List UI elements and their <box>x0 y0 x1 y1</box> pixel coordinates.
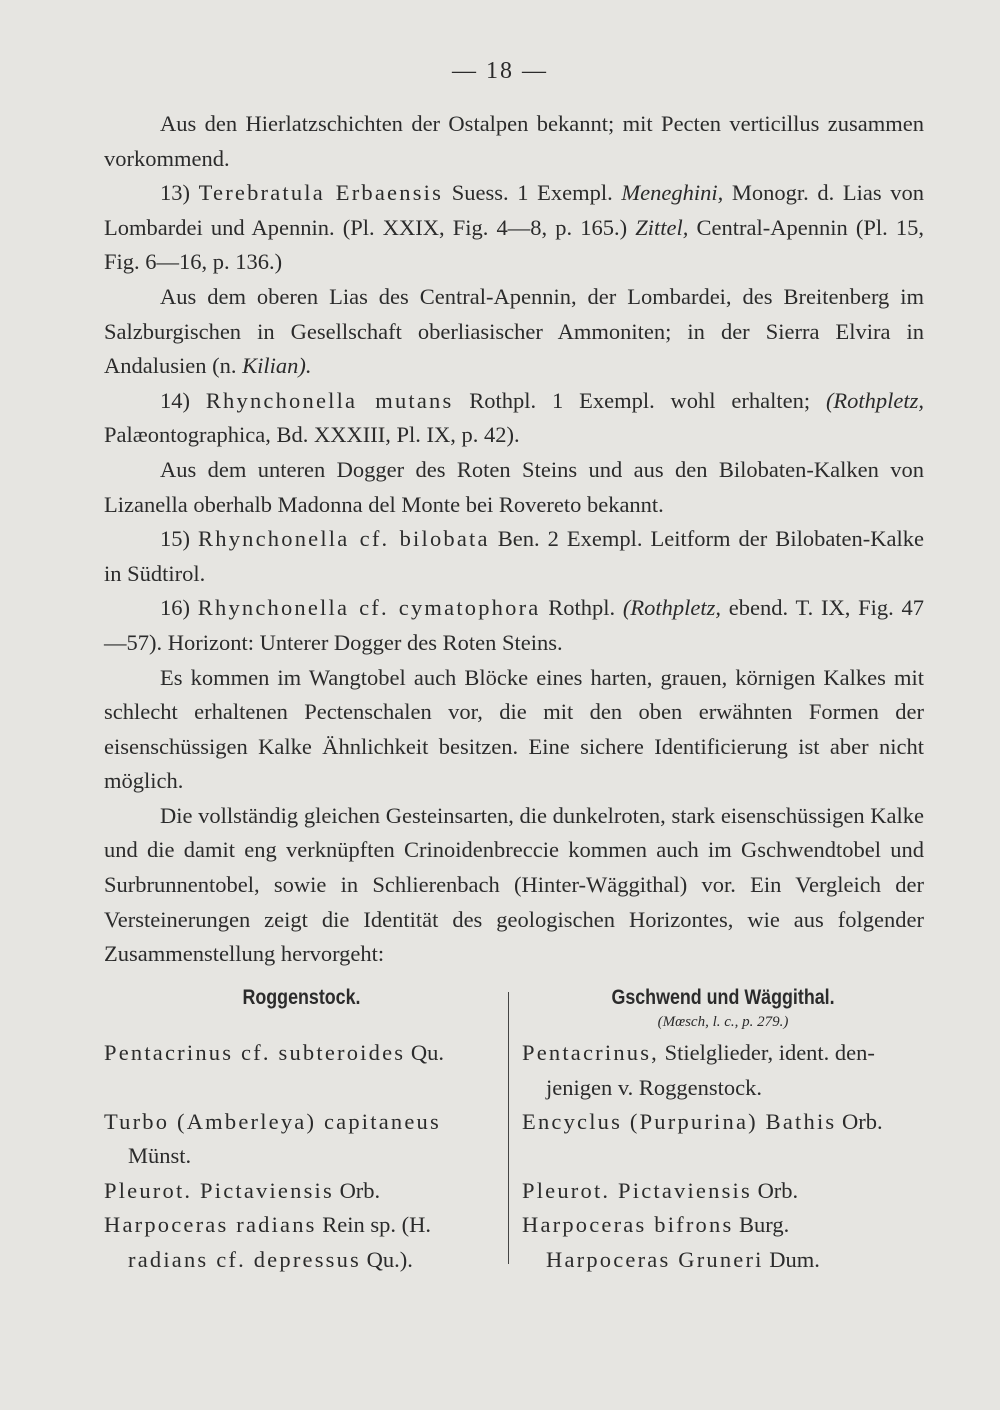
column-divider <box>508 992 509 1264</box>
species-name: Terebratula Erbaensis <box>198 180 444 206</box>
body-text <box>104 107 924 972</box>
column-gschwend <box>522 984 924 1278</box>
table-entry <box>104 1208 499 1277</box>
species-name: Pleurot. Pictaviensis <box>522 1177 752 1203</box>
author-citation: (Rothpletz, <box>825 387 925 413</box>
species-name: Pleurot. Pictaviensis <box>104 1177 334 1203</box>
author: Münst. <box>128 1143 192 1169</box>
author: Dum. <box>769 1246 820 1272</box>
paragraph-comparison: Die vollständig gleichen Gesteinsarten, die dunkelroten, stark eisenschüssigen Kalke und die damit eng verknüpften Crinoidenbreccie kommen auch im Gschwendtobel und Surbrunnentobel, sowie in Schlierenbach (Hinter-Wäggithal) vor. Ein Vergleich der Versteinerungen zeigt die Identität des geologischen Horizontes, wie aus folgender Zusammenstellung hervorgeht: <box>104 802 924 967</box>
item-number: 16) <box>160 595 190 621</box>
table-entry <box>522 1036 924 1105</box>
author-citation: Kilian). <box>242 353 312 379</box>
paragraph-1 <box>104 107 924 176</box>
column-subheader-spacer <box>104 1014 499 1036</box>
text-run: ebend. T. IX, Fig. 47—57). Horizont: Unterer Dogger des Roten Steins. <box>104 595 925 655</box>
author: Orb. <box>339 1177 381 1203</box>
text-run: Palæontographica, Bd. XXXIII, Pl. IX, p. 42). <box>104 422 520 448</box>
column-subheader: (Mœsch, l. c., p. 279.) <box>657 1014 789 1030</box>
paragraph-dogger: Aus dem unteren Dogger des Roten Steins und aus den Bilobaten-Kalken von Lizanella oberhalb Madonna del Monte bei Rovereto bekannt. <box>104 456 924 517</box>
text-run: Aus dem oberen Lias des Central-Apennin, der Lombardei, des Breitenberg im Salzburgischen in Gesellschaft oberliasischer Ammoniten; in der Sierra Elvira in Andalusien (n. <box>104 283 924 379</box>
author: Qu. <box>410 1040 444 1065</box>
author-citation: Zittel, <box>635 214 689 240</box>
comparison-table <box>104 984 924 1274</box>
text-run: Monogr. d. Lias von Lombardei und Apennin. (Pl. XXIX, Fig. 4—8, p. 165.) <box>104 180 925 240</box>
author-citation: Meneghini, <box>621 180 724 206</box>
species-name: radians cf. depressus <box>128 1246 362 1272</box>
description: Stielglieder, ident. den- <box>664 1040 875 1065</box>
species-name: Rhynchonella cf. cymatophora <box>197 595 541 621</box>
item-number: 13) <box>160 180 190 206</box>
author: Orb. <box>757 1177 799 1203</box>
table-entry <box>522 1208 924 1277</box>
table-entry <box>104 1174 499 1209</box>
table-entry <box>522 1105 924 1140</box>
author-citation: (Rothpletz, <box>622 595 722 621</box>
table-entry <box>104 1036 499 1071</box>
species-name: Encyclus (Purpurina) Bathis <box>522 1109 837 1135</box>
paragraph-lias <box>104 280 924 384</box>
author: Qu.). <box>366 1246 413 1272</box>
p1-line1: Aus den Hierlatzschichten der Ostalpen bekannt; mit Pecten verticillus <box>160 111 820 136</box>
description: jenigen v. Roggenstock. <box>546 1074 763 1100</box>
species-name: Harpoceras Gruneri <box>546 1246 764 1272</box>
text-run: Central-Apennin (Pl. 15, Fig. 6—16, p. 136.) <box>104 214 925 275</box>
item-number: 15) <box>160 526 190 552</box>
column-header: Roggenstock. <box>242 986 361 1009</box>
species-name: Harpoceras bifrons <box>522 1212 734 1238</box>
paragraph-14 <box>104 384 924 453</box>
column-roggenstock <box>104 984 499 1278</box>
species-name: Rhynchonella cf. bilobata <box>198 526 490 552</box>
species-name: Pentacrinus, <box>522 1040 659 1065</box>
text-run: Suess. 1 Exempl. <box>451 180 613 206</box>
table-entry <box>522 1174 924 1209</box>
text-run: Ben. 2 Exempl. Leitform der Bilobaten-Kalke in Südtirol. <box>104 526 925 586</box>
column-header: Gschwend und Wäggithal. <box>611 986 835 1009</box>
paragraph-16 <box>104 591 924 660</box>
item-number: 14) <box>160 387 190 413</box>
table-entry <box>104 1105 499 1174</box>
text-run: Rothpl. <box>548 595 616 621</box>
paragraph-wangtobel: Es kommen im Wangtobel auch Blöcke eines harten, grauen, körnigen Kalkes mit schlecht erhaltenen Pectenschalen vor, die mit den oben erwähnten Formen der eisenschüssigen Kalke Ähnlichkeit besitzen. Eine sichere Identificierung ist aber nicht möglich. <box>104 664 924 794</box>
page-number: — 18 — <box>452 58 548 84</box>
author: Rein sp. (H. <box>322 1212 432 1238</box>
author: Burg. <box>739 1212 790 1238</box>
p1-line2: zusammen vorkommend. <box>104 111 924 171</box>
species-name: Turbo (Amberleya) capitaneus <box>104 1108 441 1134</box>
text-run: Rothpl. 1 Exempl. wohl erhalten; <box>469 387 811 413</box>
species-name: Pentacrinus cf. subteroides <box>104 1040 406 1065</box>
species-name: Harpoceras radians <box>104 1212 317 1238</box>
paragraph-13 <box>104 176 924 280</box>
author: Orb. <box>841 1109 883 1135</box>
paragraph-15 <box>104 522 924 591</box>
species-name: Rhynchonella mutans <box>205 387 454 413</box>
